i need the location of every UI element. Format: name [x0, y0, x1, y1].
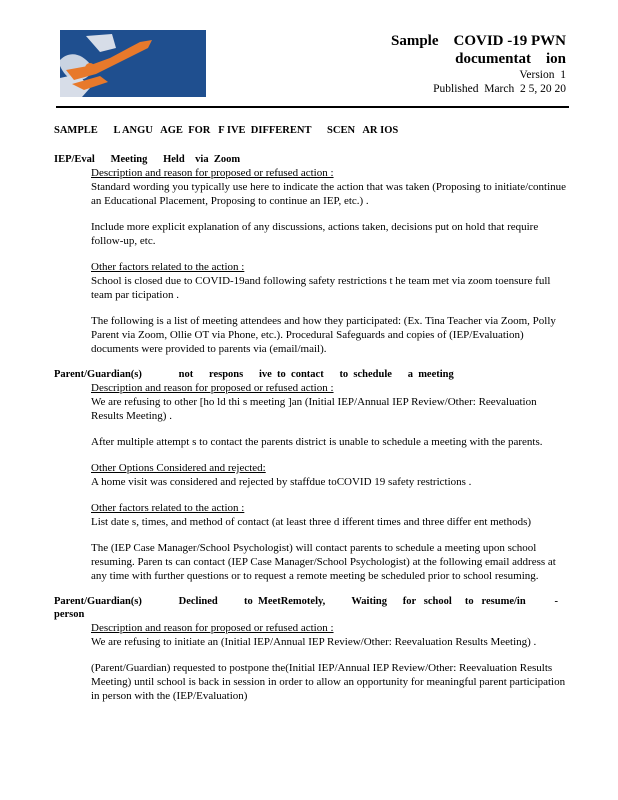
other-factors-label: Other factors related to the action :: [91, 502, 245, 514]
other-factors-text: List date s, times, and method of contact (at least three d ifferent times and three differ ent methods): [91, 516, 532, 528]
attendees-text: The following is a list of meeting attendees and how they participated: (Ex. Tina Teacher via Zoom, Polly Parent via Zoom, Ollie OT via Phone, etc.). Procedural Safeguards and copies of (IEP/Evaluation) documents were provided to parents via (email/mail).: [91, 315, 556, 355]
logo-graphic: [60, 30, 206, 97]
attempts-text: After multiple attempt s to contact the parents district is unable to schedule a meeting with the parents.: [91, 436, 543, 448]
section-zoom-meeting: [91, 166, 569, 356]
case-manager-text: The (IEP Case Manager/School Psychologist) will contact parents to schedule a meeting upon school resuming. Paren ts can contact (IEP Case Manager/School Psychologist) at the following email address at any time with further questions or to request a remote meeting be scheduled prior to school resuming.: [91, 542, 556, 582]
logo: [60, 30, 206, 97]
description-label: Description and reason for proposed or refused action :: [91, 382, 334, 394]
published-date: Published March 2 5, 20 20: [433, 83, 566, 95]
description-text: We are refusing to other [ho ld thi s meeting ]an (Initial IEP/Annual IEP Review/Other: Reevaluation Results Meeting) .: [91, 396, 537, 422]
description-label: Description and reason for proposed or refused action :: [91, 622, 334, 634]
description-label: Description and reason for proposed or refused action :: [91, 167, 334, 179]
document-header: [391, 32, 566, 96]
header-divider: [56, 106, 569, 108]
section-declined-remote: [91, 621, 569, 703]
document-title-line2: documentat ion: [455, 51, 566, 67]
other-options-text: A home visit was considered and rejected by staffdue toCOVID 19 safety restrictions .: [91, 476, 472, 488]
document-body: [54, 124, 569, 703]
version-label: Version 1: [519, 69, 566, 81]
other-options-label: Other Options Considered and rejected:: [91, 462, 266, 474]
section-title-zoom-meeting: IEP/Eval Meeting Held via Zoom: [54, 154, 241, 165]
other-factors-label: Other factors related to the action :: [91, 261, 245, 273]
description-text: We are refusing to initiate an (Initial IEP/Annual IEP Review/Other: Reevaluation Results Meeting) .: [91, 636, 537, 648]
section-title-declined-remote: Parent/Guardian(s) Declined to MeetRemotely, Waiting for school to resume/in -: [54, 596, 559, 607]
scenarios-heading: SAMPLE L ANGU AGE FOR F IVE DIFFERENT SCEN AR IOS: [54, 125, 399, 136]
section-title-declined-remote-cont: person: [54, 609, 85, 620]
document-title-line1: Sample COVID -19 PWN: [391, 33, 566, 49]
postpone-text: (Parent/Guardian) requested to postpone the(Initial IEP/Annual IEP Review/Other: Reevaluation Results Meeting) until school is back in session in order to allow an opportunity for meaningful parent participation in person with the (IEP/Evaluation): [91, 662, 566, 702]
other-factors-text: School is closed due to COVID-19and following safety restrictions t he team met via zoom toensure full team par ticipation .: [91, 275, 551, 301]
section-not-responsive: [91, 381, 569, 583]
section-title-not-responsive: Parent/Guardian(s) not respons ive to contact to schedule a meeting: [54, 369, 454, 380]
include-text: Include more explicit explanation of any discussions, actions taken, decisions put on hold that require follow-up, etc.: [91, 221, 539, 247]
description-text: Standard wording you typically use here to indicate the action that was taken (Proposing to initiate/continue an Educational Placement, Proposing to continue an IEP, etc.) .: [91, 181, 567, 207]
